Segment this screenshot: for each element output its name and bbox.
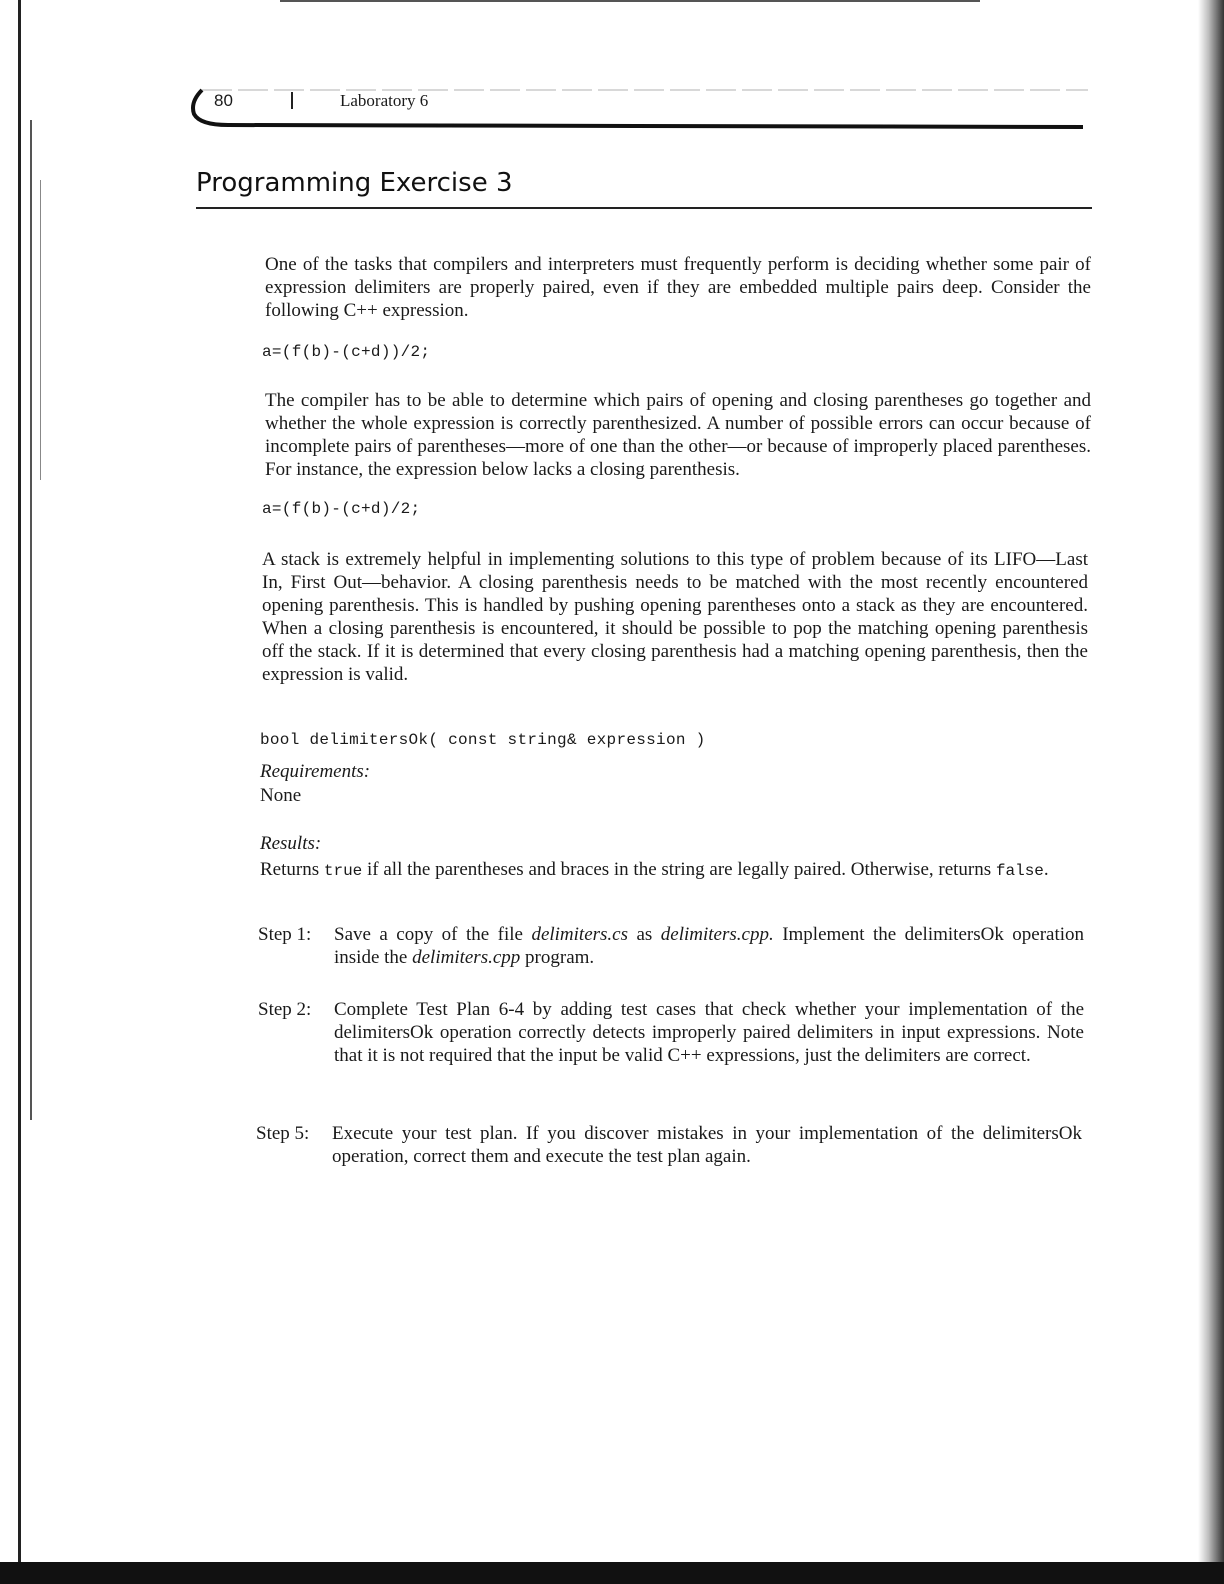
step-text: Complete Test Plan 6-4 by adding test cases that check whether your implementation of the delimitersOk operation correctly detects improperly paired delimiters in input expressions. Note that it is not required that the input be valid C++ expressions, just the delimiters are correct. (334, 999, 1084, 1066)
requirements-value: None (260, 785, 302, 806)
step-item (256, 1122, 1082, 1168)
section-title: Programming Exercise 3 (196, 168, 513, 198)
stack-paragraph: A stack is extremely helpful in implementing solutions to this type of problem because of its LIFO—Last In, First Out—behavior. A closing parenthesis needs to be matched with the most recently encountered opening parenthesis. This is handled by pushing opening parentheses onto a stack as they are encountered. When a closing parenthesis is encountered, it should be possible to pop the matching opening parenthesis off the stack. If it is determined that every closing parenthesis had a matching opening parenthesis, then the expression is valid. (262, 549, 1088, 685)
title-rule (196, 207, 1092, 209)
results-true-literal: true (323, 862, 363, 880)
requirements-label: Requirements: (260, 761, 371, 782)
file-name: delimiters.cpp. (660, 924, 774, 945)
header-rule (188, 80, 1098, 136)
step-label: Step 1: (258, 924, 312, 945)
scan-top-line (280, 0, 980, 2)
step-item (258, 998, 1084, 1067)
scan-left-edge (0, 0, 48, 1584)
results-false-literal: false (995, 862, 1044, 880)
file-name: delimiters.cs (531, 924, 629, 945)
step-text: Execute your test plan. If you discover mistakes in your implementation of the delimitersOk operation, correct them and execute the test plan again. (332, 1123, 1082, 1167)
scan-streak (30, 120, 32, 1120)
compiler-paragraph: The compiler has to be able to determine which pairs of opening and closing parentheses go together and whether the whole expression is correctly parenthesized. A number of possible errors can occur because of incomplete pairs of parentheses—more of one than the other—or because of improperly placed parentheses. For instance, the expression below lacks a closing parenthesis. (265, 390, 1091, 480)
step-text-part: as (636, 924, 653, 945)
scan-streak (18, 0, 21, 1584)
page-number: 80 (214, 91, 233, 110)
code-example-1: a=(f(b)-(c+d))/2; (262, 343, 431, 361)
intro-paragraph: One of the tasks that compilers and interpreters must frequently perform is deciding whether some pair of expression delimiters are properly paired, even if they are embedded multiple pairs deep. Consider the following C++ expression. (265, 254, 1091, 321)
step-text (334, 923, 1084, 969)
header-separator (291, 92, 293, 109)
running-header (188, 80, 1098, 136)
results-text (260, 858, 1086, 883)
function-signature: bool delimitersOk( const string& expression ) (260, 731, 706, 749)
step-text-part: Save a copy of the file (334, 924, 523, 945)
step-label: Step 5: (256, 1123, 310, 1144)
results-middle: if all the parentheses and braces in the string are legally paired. Otherwise, returns (367, 859, 992, 880)
scan-bottom-bar (0, 1562, 1224, 1584)
scan-right-edge (1198, 0, 1224, 1584)
step-text-part: program. (525, 947, 595, 968)
step-text-part: Implement the delimitersOk operation inside the (334, 924, 1085, 968)
lab-title: Laboratory 6 (340, 91, 429, 110)
scan-streak (40, 180, 41, 480)
results-end: . (1043, 859, 1049, 880)
step-label: Step 2: (258, 999, 312, 1020)
results-label: Results: (260, 833, 322, 854)
results-prefix: Returns (260, 859, 320, 880)
file-name: delimiters.cpp (412, 947, 521, 968)
step-item (258, 923, 1084, 969)
code-example-2: a=(f(b)-(c+d)/2; (262, 500, 421, 518)
